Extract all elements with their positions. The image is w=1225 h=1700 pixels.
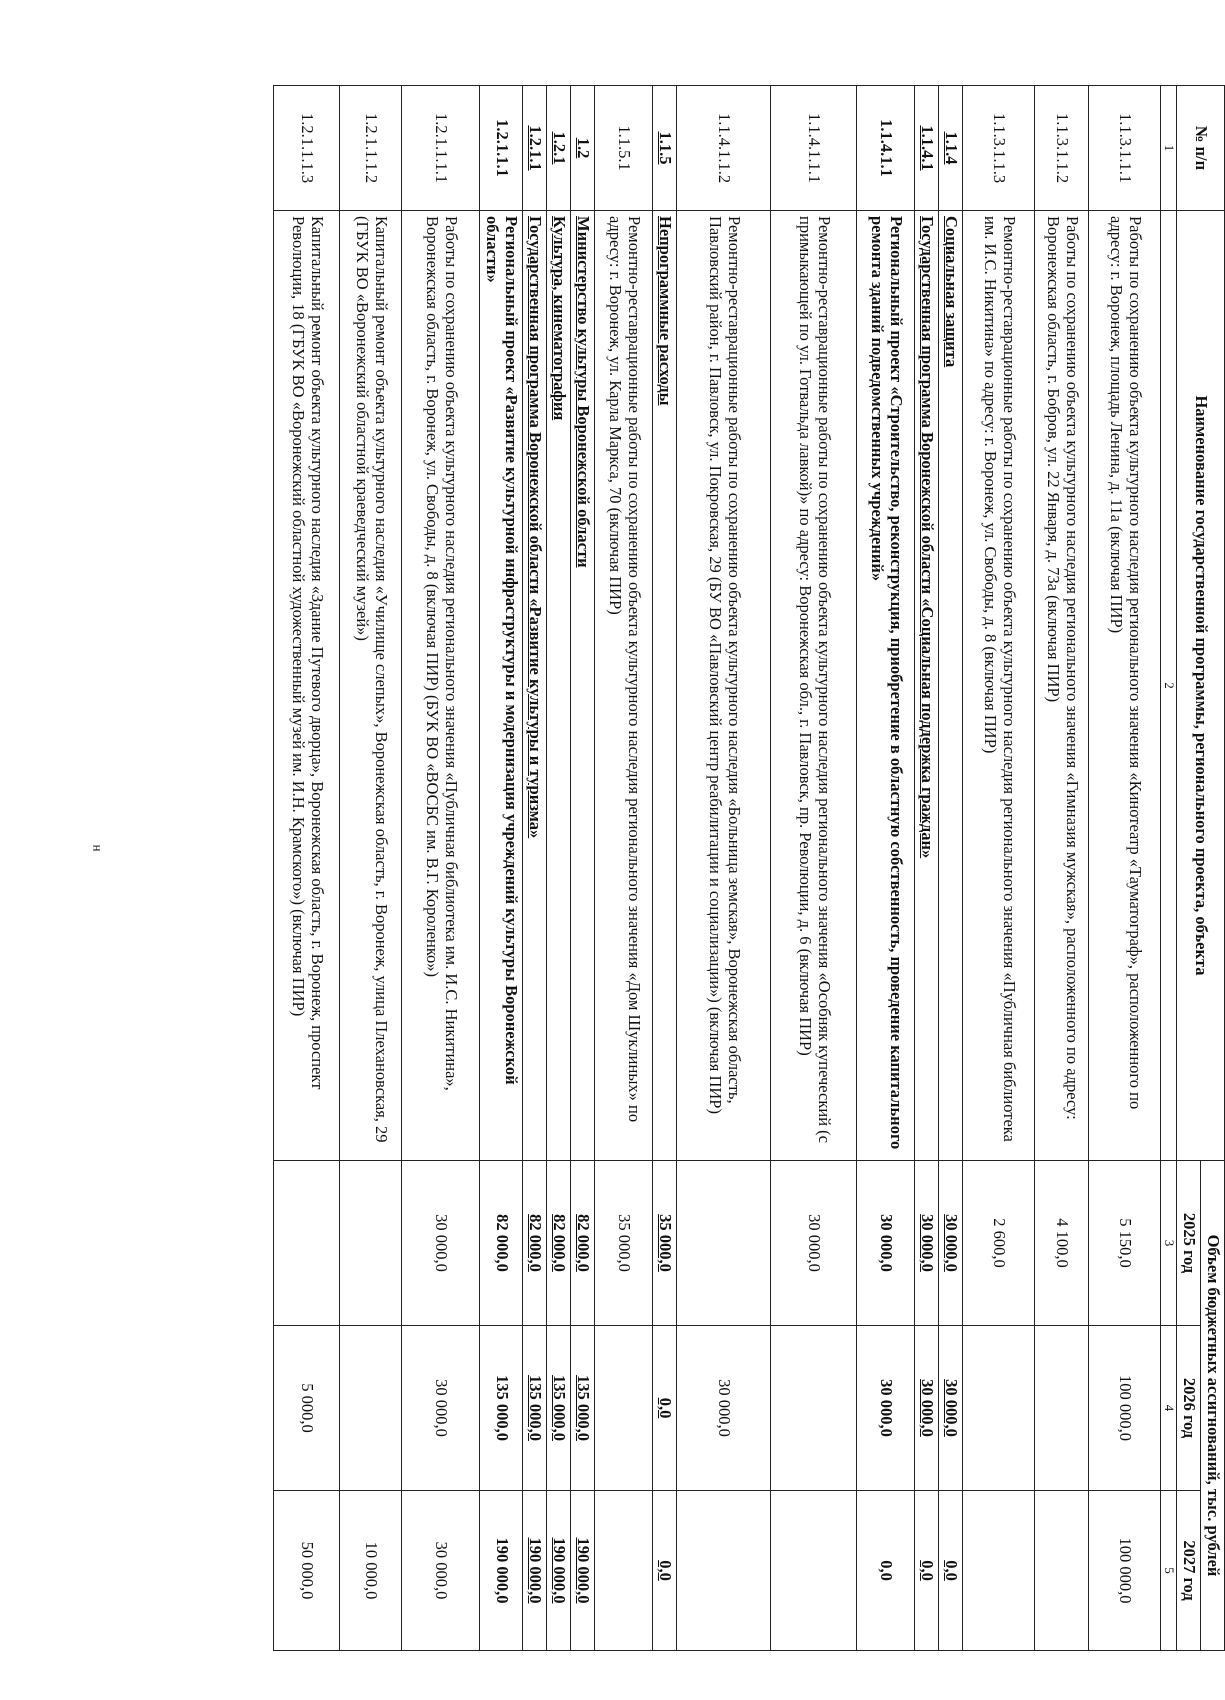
header-name: Наименование государственной программы, регионального проекта, объекта bbox=[1177, 211, 1225, 1161]
value-2026: 135 000,0 bbox=[480, 1326, 523, 1491]
table-row bbox=[571, 86, 595, 1651]
table-row bbox=[677, 86, 771, 1651]
value-2025: 82 000,0 bbox=[480, 1161, 523, 1326]
header-budget: Объем бюджетных ассигнований, тыс. рублей bbox=[1201, 1161, 1225, 1651]
value-2027 bbox=[677, 1491, 771, 1651]
value-2026: 30 000,0 bbox=[402, 1326, 480, 1491]
row-name: Государственная программа Воронежской области «Развитие культуры и туризма» bbox=[523, 211, 547, 1161]
row-name: Ремонтно-реставрационные работы по сохранению объекта культурного наследия регионального значения «Публичная библиотека им. И.С. Никитина» по адресу: г. Воронеж, ул. Свободы, д. 8 (включая ПИР) bbox=[963, 211, 1035, 1161]
row-name: Министерство культуры Воронежской области bbox=[571, 211, 595, 1161]
row-number: 1.2.1.1 bbox=[523, 86, 547, 211]
index-cell: 5 bbox=[1161, 1491, 1177, 1651]
row-number: 1.1.4 bbox=[939, 86, 963, 211]
value-2025: 82 000,0 bbox=[523, 1161, 547, 1326]
row-number: 1.1.5 bbox=[653, 86, 677, 211]
table-row bbox=[653, 86, 677, 1651]
row-number: 1.2.1.1.1.2 bbox=[340, 86, 402, 211]
table-row bbox=[340, 86, 402, 1651]
row-number: 1.1.3.1.1.1 bbox=[1089, 86, 1161, 211]
table-row bbox=[963, 86, 1035, 1651]
value-2026: 30 000,0 bbox=[915, 1326, 939, 1491]
value-2025 bbox=[274, 1161, 340, 1326]
row-name: Работы по сохранению объекта культурного наследия регионального значения «Публичная библиотека им. И.С. Никитина», Воронежская область, г. Воронеж, ул. Свободы, д. 8 (включая ПИР) (БУК ВО «ВОСБС им. В.Г. Короленко») bbox=[402, 211, 480, 1161]
row-name: Ремонтно-реставрационные работы по сохранению объекта культурного наследия «Больница земская», Воронежская область, Павловский район, г. Павловск, ул. Покровская, 29 (БУ ВО «Павловский центр реабилитации и социализации») (включая ПИР) bbox=[677, 211, 771, 1161]
value-2027: 0,0 bbox=[653, 1491, 677, 1651]
table-row bbox=[547, 86, 571, 1651]
row-name: Непрограммные расходы bbox=[653, 211, 677, 1161]
value-2025: 30 000,0 bbox=[857, 1161, 915, 1326]
value-2026: 5 000,0 bbox=[274, 1326, 340, 1491]
value-2027: 190 000,0 bbox=[571, 1491, 595, 1651]
row-number: 1.1.4.1.1 bbox=[857, 86, 915, 211]
value-2026: 135 000,0 bbox=[571, 1326, 595, 1491]
value-2027: 50 000,0 bbox=[274, 1491, 340, 1651]
value-2026 bbox=[963, 1326, 1035, 1491]
value-2025: 82 000,0 bbox=[571, 1161, 595, 1326]
page-number: н bbox=[87, 844, 103, 852]
value-2026: 30 000,0 bbox=[857, 1326, 915, 1491]
row-number: 1.1.5.1 bbox=[595, 86, 653, 211]
table-row bbox=[1035, 86, 1089, 1651]
row-name: Капитальный ремонт объекта культурного наследия «Училище слепых», Воронежская область, г. Воронеж, улица Плехановская, 29 (ГБУК ВО «Воронежский областной краеведческий музей») bbox=[340, 211, 402, 1161]
value-2027 bbox=[1035, 1491, 1089, 1651]
table-row bbox=[857, 86, 915, 1651]
value-2026 bbox=[1035, 1326, 1089, 1491]
value-2025: 30 000,0 bbox=[939, 1161, 963, 1326]
value-2027 bbox=[963, 1491, 1035, 1651]
header-year-2027: 2027 год bbox=[1177, 1491, 1201, 1651]
row-number: 1.1.4.1 bbox=[915, 86, 939, 211]
value-2026 bbox=[340, 1326, 402, 1491]
row-number: 1.1.4.1.1.1 bbox=[771, 86, 857, 211]
value-2025: 82 000,0 bbox=[547, 1161, 571, 1326]
row-name: Работы по сохранению объекта культурного наследия регионального значения «Кинотеатр «Тауматограф», расположенного по адресу: г. Воронеж, площадь Ленина, д. 11а (включая ПИР) bbox=[1089, 211, 1161, 1161]
value-2027: 190 000,0 bbox=[547, 1491, 571, 1651]
index-cell: 4 bbox=[1161, 1326, 1177, 1491]
value-2026: 135 000,0 bbox=[547, 1326, 571, 1491]
table-row bbox=[523, 86, 547, 1651]
value-2027: 100 000,0 bbox=[1089, 1491, 1161, 1651]
budget-table bbox=[273, 85, 1225, 1651]
row-number: 1.2.1.1.1.1 bbox=[402, 86, 480, 211]
row-number: 1.1.3.1.1.3 bbox=[963, 86, 1035, 211]
header-year-2025: 2025 год bbox=[1177, 1161, 1201, 1326]
value-2026: 30 000,0 bbox=[939, 1326, 963, 1491]
value-2027: 0,0 bbox=[939, 1491, 963, 1651]
header-year-2026: 2026 год bbox=[1177, 1326, 1201, 1491]
value-2027: 0,0 bbox=[857, 1491, 915, 1651]
table-row bbox=[915, 86, 939, 1651]
value-2025: 30 000,0 bbox=[915, 1161, 939, 1326]
value-2026: 30 000,0 bbox=[677, 1326, 771, 1491]
table-row bbox=[402, 86, 480, 1651]
table-row bbox=[1089, 86, 1161, 1651]
table-body bbox=[274, 86, 1161, 1651]
row-number: 1.2.1.1.1.3 bbox=[274, 86, 340, 211]
row-name: Капитальный ремонт объекта культурного наследия «Здание Путевого дворца», Воронежская область, г. Воронеж, проспект Революции, 18 (ГБУК ВО «Воронежский областной художественный музей им. И.Н. Крамского») (включая ПИР) bbox=[274, 211, 340, 1161]
value-2025: 35 000,0 bbox=[595, 1161, 653, 1326]
row-name: Работы по сохранению объекта культурного наследия регионального значения «Гимназия мужская», расположенного по адресу: Воронежская область, г. Бобров, ул. 22 Января, д. 73а (включая ПИР) bbox=[1035, 211, 1089, 1161]
row-name: Культура, кинематография bbox=[547, 211, 571, 1161]
value-2025: 2 600,0 bbox=[963, 1161, 1035, 1326]
index-cell: 3 bbox=[1161, 1161, 1177, 1326]
table-row bbox=[595, 86, 653, 1651]
row-name: Региональный проект «Строительство, реконструкция, приобретение в областную собственность, проведение капитального ремонта зданий подведомственных учреждений» bbox=[857, 211, 915, 1161]
table-row bbox=[939, 86, 963, 1651]
index-cell: 1 bbox=[1161, 86, 1177, 211]
row-name: Государственная программа Воронежской области «Социальная поддержка граждан» bbox=[915, 211, 939, 1161]
value-2025: 4 100,0 bbox=[1035, 1161, 1089, 1326]
row-number: 1.2.1.1.1 bbox=[480, 86, 523, 211]
value-2026: 100 000,0 bbox=[1089, 1326, 1161, 1491]
row-name: Ремонтно-реставрационные работы по сохранению объекта культурного наследия регионального значения «Особняк купеческий (с примыкающей по ул. Готвальда лавкой)» по адресу: Воронежская обл., г. Павловск, пр. Революции, д. 6 (включая ПИР) bbox=[771, 211, 857, 1161]
value-2027: 190 000,0 bbox=[480, 1491, 523, 1651]
value-2026: 135 000,0 bbox=[523, 1326, 547, 1491]
value-2025: 30 000,0 bbox=[771, 1161, 857, 1326]
row-number: 1.1.4.1.1.2 bbox=[677, 86, 771, 211]
value-2026 bbox=[771, 1326, 857, 1491]
row-number: 1.1.3.1.1.2 bbox=[1035, 86, 1089, 211]
table-row bbox=[480, 86, 523, 1651]
value-2025: 5 150,0 bbox=[1089, 1161, 1161, 1326]
value-2027: 190 000,0 bbox=[523, 1491, 547, 1651]
value-2027: 0,0 bbox=[915, 1491, 939, 1651]
value-2026 bbox=[595, 1326, 653, 1491]
value-2027: 10 000,0 bbox=[340, 1491, 402, 1651]
header-num: № п/п bbox=[1177, 86, 1225, 211]
row-number: 1.2 bbox=[571, 86, 595, 211]
row-name: Ремонтно-реставрационные работы по сохранению объекта культурного наследия регионального значения «Дом Шуклиных» по адресу: г. Воронеж, ул. Карла Маркса, 70 (включая ПИР) bbox=[595, 211, 653, 1161]
table-row bbox=[274, 86, 340, 1651]
value-2026: 0,0 bbox=[653, 1326, 677, 1491]
value-2027 bbox=[595, 1491, 653, 1651]
table-row bbox=[771, 86, 857, 1651]
row-name: Социальная защита bbox=[939, 211, 963, 1161]
value-2027: 30 000,0 bbox=[402, 1491, 480, 1651]
rotated-page bbox=[135, 85, 1225, 1650]
value-2025: 30 000,0 bbox=[402, 1161, 480, 1326]
index-cell: 2 bbox=[1161, 211, 1177, 1161]
value-2027 bbox=[771, 1491, 857, 1651]
row-number: 1.2.1 bbox=[547, 86, 571, 211]
value-2025 bbox=[677, 1161, 771, 1326]
value-2025 bbox=[340, 1161, 402, 1326]
value-2025: 35 000,0 bbox=[653, 1161, 677, 1326]
row-name: Региональный проект «Развитие культурной инфраструктуры и модернизация учреждений культуры Воронежской области» bbox=[480, 211, 523, 1161]
